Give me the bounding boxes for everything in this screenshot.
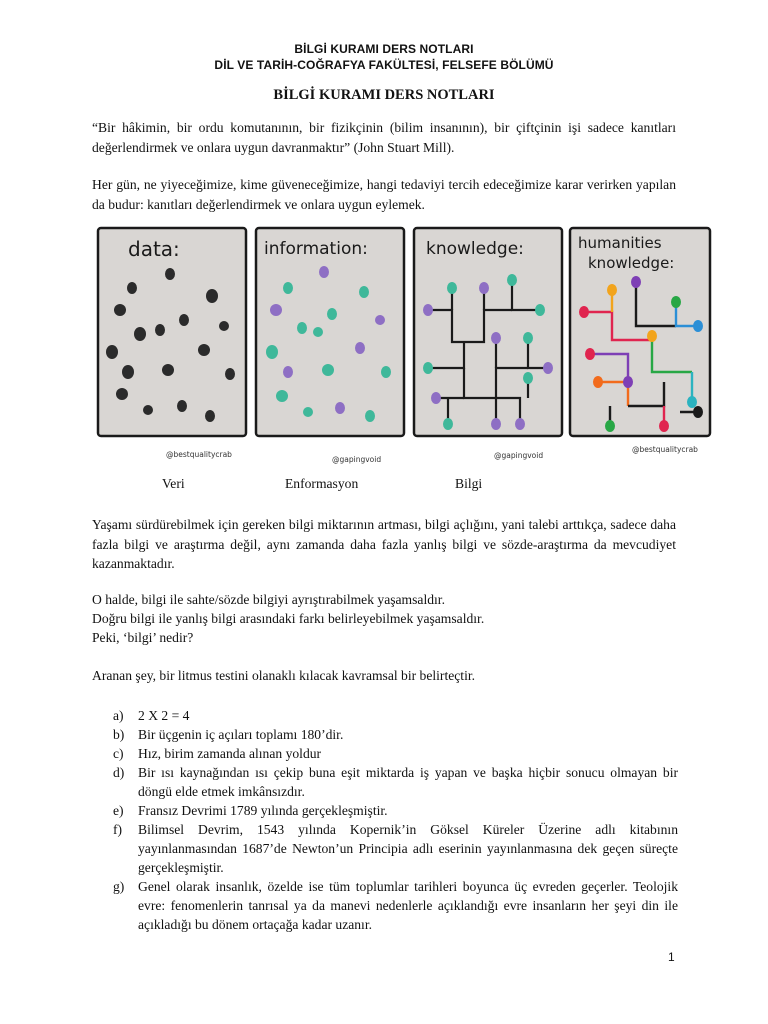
list-marker: c) — [113, 746, 124, 761]
panel-data-label: data: — [128, 237, 180, 261]
list-item-text: Fransız Devrimi 1789 yılında gerçekleşmiştir. — [138, 803, 388, 818]
panel-knowledge — [414, 228, 562, 460]
quote-paragraph: “Bir hâkimin, bir ordu komutanının, bir fizikçinin (bilim insanının), bir çiftçinin işi sadece kanıtları değerlendirmek ve onlara uygun davranmaktır” (John Stuart Mill). — [92, 120, 676, 155]
panel-information-label: information: — [264, 239, 368, 259]
line-question: Peki, ‘bilgi’ nedir? — [92, 630, 194, 645]
document-title: BİLGİ KURAMI DERS NOTLARI — [273, 87, 495, 103]
list-item-text: Hız, birim zamanda alınan yoldur — [138, 746, 322, 761]
list-item — [92, 744, 678, 763]
survival-paragraph: Yaşamı sürdürebilmek için gereken bilgi miktarının artması, bilgi açlığını, yani talebi arttıkça, sadece daha fazla bilgi ve araştırma değil, aynı zamanda daha fazla yanlış bilgi ve sözde-araştırma da mevcudiyet kazanmaktadır. — [92, 517, 676, 571]
list-item — [92, 820, 678, 877]
list-marker: g) — [113, 879, 125, 894]
list-item — [92, 725, 678, 744]
list-marker: d) — [113, 765, 125, 780]
panel-humanities-knowledge — [570, 228, 710, 454]
caption-veri: Veri — [162, 476, 185, 491]
everyday-paragraph: Her gün, ne yiyeceğimize, kime güveneceğimize, hangi tedaviyi tercih edeceğimize karar verirken yapılan da budur: kanıtları değerlendirmek ve onlara uygun eylemek. — [92, 177, 676, 212]
header-line-1: BİLGİ KURAMI DERS NOTLARI — [294, 42, 474, 56]
panel-knowledge-credit: @gapingvoid — [494, 451, 544, 460]
caption-bilgi: Bilgi — [455, 476, 483, 491]
list-item-text: Bir üçgenin iç açıları toplamı 180’dir. — [138, 727, 344, 742]
list-item — [92, 706, 678, 725]
panel-data-credit: @bestqualitycrab — [166, 450, 232, 459]
list-item — [92, 801, 678, 820]
panel-information — [256, 228, 404, 464]
panel-humanities-label-2: knowledge: — [588, 254, 675, 272]
list-marker: b) — [113, 727, 125, 742]
panel-information-credit: @gapingvoid — [332, 455, 382, 464]
knowledge-illustration — [92, 222, 716, 472]
page-number: 1 — [668, 950, 675, 964]
line-litmus: Aranan şey, bir litmus testini olanaklı kılacak kavramsal bir belirteçtir. — [92, 668, 476, 683]
panel-humanities-credit: @bestqualitycrab — [632, 445, 698, 454]
panel-humanities-label-1: humanities — [578, 234, 662, 252]
list-item-text: Genel olarak insanlık, özelde ise tüm toplumlar tarihleri boyunca üç evreden geçerler. Teolojik evre: fenomenlerin tanrısal ya da manevi nedenlerle açıklandığı evre insanların her şeyi din ile açıkladığı bu dönem ortaçağa kadar uzanır. — [138, 879, 678, 932]
list-item-text: Bilimsel Devrim, 1543 yılında Kopernik’in Göksel Küreler Üzerine adlı kitabının yayınlanmasından 1687’de Newton’un Principia adlı eserinin yayınlanmasına dek geçen süreçte gerçekleşmiştir. — [138, 822, 678, 875]
list-item-text: 2 X 2 = 4 — [138, 708, 190, 723]
list-marker: f) — [113, 822, 123, 837]
line-distinguish: O halde, bilgi ile sahte/sözde bilgiyi ayrıştırabilmek yaşamsaldır. — [92, 592, 445, 607]
examples-list — [92, 706, 678, 934]
line-true-false: Doğru bilgi ile yanlış bilgi arasındaki farkı belirleyebilmek yaşamsaldır. — [92, 611, 485, 626]
list-marker: a) — [113, 708, 124, 723]
list-item — [92, 877, 678, 934]
caption-enformasyon: Enformasyon — [285, 476, 359, 491]
list-item-text: Bir ısı kaynağından ısı çekip buna eşit miktarda iş yapan ve başka hiçbir sonucu olmayan bir döngü elde etmek imkânsızdır. — [138, 765, 678, 799]
list-marker: e) — [113, 803, 124, 818]
header-line-2: DİL VE TARİH-COĞRAFYA FAKÜLTESİ, FELSEFE BÖLÜMÜ — [214, 58, 554, 72]
list-item — [92, 763, 678, 801]
panel-knowledge-label: knowledge: — [426, 239, 524, 259]
panel-data — [98, 228, 246, 459]
